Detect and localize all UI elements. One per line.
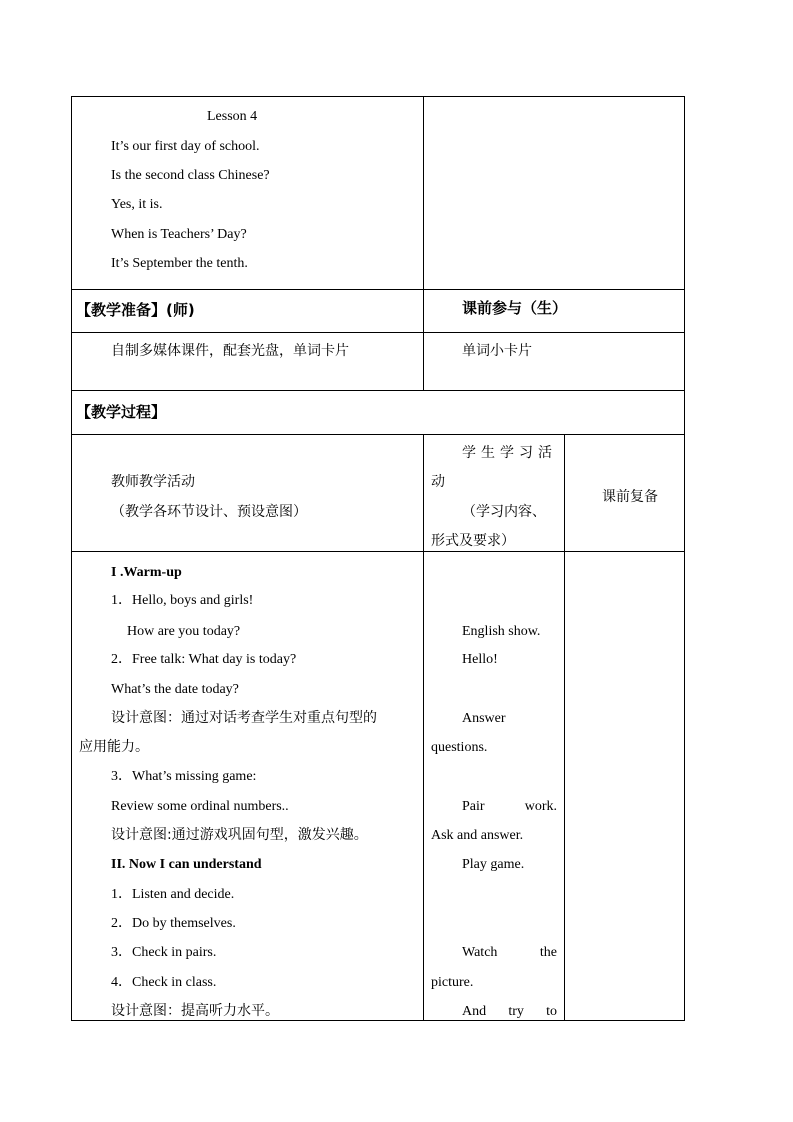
teacher-step: What’s the date today? — [111, 682, 239, 697]
student-activity-word: Pair — [462, 799, 485, 814]
column-divider — [423, 434, 424, 1021]
student-activity-justified — [462, 798, 557, 816]
section-title: II. Now I can understand — [111, 857, 262, 872]
table-rule — [71, 551, 685, 552]
table-border-bottom — [71, 1020, 685, 1021]
review-heading: 课前复备 — [602, 489, 658, 505]
student-activity-heading-cont: 动 — [431, 474, 445, 490]
table-border-top — [71, 96, 685, 97]
teacher-step: 4．Check in class. — [111, 975, 217, 990]
student-prep-content: 单词小卡片 — [462, 343, 532, 359]
lesson-line: It’s September the tenth. — [111, 256, 248, 271]
student-activity: Ask and answer. — [431, 828, 524, 843]
teacher-step: 3．What’s missing game: — [111, 769, 257, 784]
student-activity: Play game. — [462, 857, 525, 872]
student-activity: Answer — [462, 711, 506, 726]
column-divider — [423, 96, 424, 391]
student-activity-word: to — [546, 1004, 557, 1019]
student-activity: picture. — [431, 975, 474, 990]
teacher-step: 1．Hello, boys and girls! — [111, 593, 254, 608]
lesson-line: Yes, it is. — [111, 197, 163, 212]
table-rule — [71, 289, 685, 290]
teacher-step: 1．Listen and decide. — [111, 887, 235, 902]
student-activity-word: And — [462, 1004, 487, 1019]
student-activity-word: try — [508, 1004, 524, 1019]
teacher-step: How are you today? — [127, 624, 241, 639]
student-activity: Hello! — [462, 652, 498, 667]
design-intent: 应用能力。 — [79, 739, 149, 755]
student-activity-word: work. — [524, 799, 557, 814]
teacher-activity-heading: 教师教学活动 — [111, 474, 195, 490]
student-activity: English show. — [462, 624, 541, 639]
table-rule — [71, 332, 685, 333]
teacher-step: Review some ordinal numbers.. — [111, 799, 289, 814]
process-heading: 【教学过程】 — [76, 403, 167, 421]
student-activity-subheading-cont: 形式及要求） — [431, 533, 515, 549]
teacher-step: 3．Check in pairs. — [111, 945, 217, 960]
table-border-right — [684, 96, 685, 1021]
design-intent: 设计意图：提高听力水平。 — [111, 1003, 279, 1019]
student-activity-heading: 学生学习活 — [462, 445, 557, 461]
student-activity-word: Watch — [462, 945, 498, 960]
teacher-step: 2．Do by themselves. — [111, 916, 236, 931]
lesson-line: Is the second class Chinese? — [111, 168, 270, 183]
teacher-step: 2．Free talk: What day is today? — [111, 652, 297, 667]
lesson-line: It’s our first day of school. — [111, 139, 260, 154]
teacher-prep-heading: 【教学准备】(师) — [76, 301, 195, 319]
lesson-title: Lesson 4 — [207, 109, 258, 124]
student-activity-word: the — [539, 945, 557, 960]
column-divider — [564, 434, 565, 1021]
table-rule — [71, 390, 685, 391]
design-intent: 设计意图:通过游戏巩固句型，激发兴趣。 — [111, 827, 368, 843]
warmup-title: I .Warm-up — [111, 565, 182, 580]
student-prep-heading: 课前参与（生） — [462, 299, 568, 317]
student-activity-subheading: （学习内容、 — [462, 504, 546, 520]
table-rule — [71, 434, 685, 435]
student-activity: questions. — [431, 740, 488, 755]
student-activity-justified — [462, 1003, 557, 1021]
teacher-prep-content: 自制多媒体课件，配套光盘，单词卡片 — [111, 343, 349, 359]
teacher-activity-subheading: （教学各环节设计、预设意图） — [111, 504, 307, 520]
table-border-left — [71, 96, 72, 1021]
student-activity-justified — [462, 944, 557, 962]
lesson-line: When is Teachers’ Day? — [111, 227, 247, 242]
design-intent: 设计意图：通过对话考查学生对重点句型的 — [111, 710, 377, 726]
